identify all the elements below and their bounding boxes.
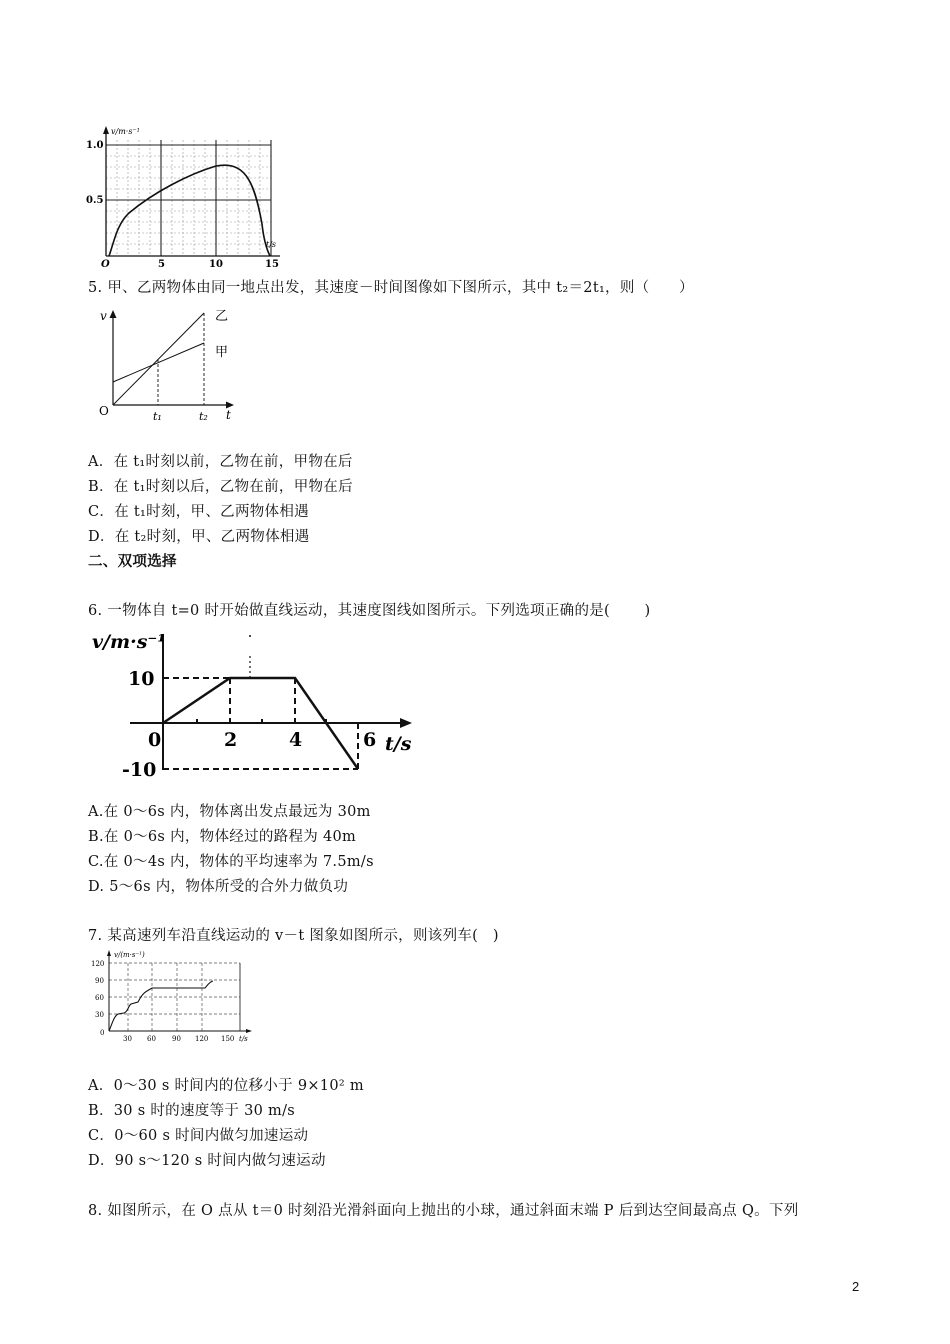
fig6-x2: 2 [224, 729, 238, 751]
line-jia [113, 343, 204, 382]
q5-option-c: C．在 t₁时刻，甲、乙两物体相遇 [88, 504, 309, 520]
figure-q5-vt-graph [96, 302, 246, 428]
q5-option-d: D．在 t₂时刻，甲、乙两物体相遇 [88, 529, 310, 545]
fig5-t: t [226, 408, 231, 422]
fig5-t1: t₁ [153, 410, 162, 423]
fig7-ytick-120: 120 [91, 960, 105, 968]
fig4-xtick-5: 5 [158, 259, 165, 268]
q6-option-c: C.在 0～4s 内，物体的平均速率为 7.5m/s [88, 854, 374, 870]
fig5-o: O [99, 404, 109, 418]
velocity-curve [109, 981, 213, 1031]
fig5-label-jia: 甲 [215, 345, 229, 360]
q7-option-b: B．30 s 时的速度等于 30 m/s [88, 1103, 296, 1119]
fig4-xtick-15: 15 [265, 259, 279, 268]
fig6-xlabel: t/s [385, 733, 412, 755]
q5-stem: 5. 甲、乙两物体由同一地点出发，其速度－时间图像如下图所示，其中 t₂＝2t₁，则（ ） [88, 280, 694, 296]
fig6-x0: 0 [148, 729, 162, 751]
fig7-ytick-30: 30 [95, 1011, 104, 1019]
line-yi [113, 313, 204, 405]
fig4-ytick-1: 1.0 [86, 140, 104, 151]
q7-option-c: C．0～60 s 时间内做匀加速运动 [88, 1128, 309, 1144]
fig4-ytick-0-5: 0.5 [86, 195, 104, 206]
q8-stem: 8. 如图所示，在 O 点从 t＝0 时刻沿光滑斜面向上抛出的小球，通过斜面末端 P 后到达空间最高点 Q。下列 [88, 1203, 799, 1219]
fig4-ylabel: v/m·s⁻¹ [111, 127, 140, 136]
q7-option-d: D．90 s～120 s 时间内做匀速运动 [88, 1153, 326, 1169]
figure-q7-vt-graph [90, 948, 260, 1044]
fig6-x4: 4 [289, 729, 303, 751]
section-heading: 二、双项选择 [88, 554, 177, 570]
q6-stem: 6. 一物体自 t=0 时开始做直线运动，其速度图线如图所示。下列选项正确的是( ) [88, 603, 651, 619]
fig7-ytick-0: 0 [100, 1029, 105, 1037]
fig7-xlabel: t/s [239, 1035, 248, 1043]
page-number: 2 [852, 1279, 860, 1294]
fig7-ytick-60: 60 [95, 994, 104, 1002]
fig7-xtick-90: 90 [172, 1035, 181, 1043]
fig7-ylabel: v/(m·s⁻¹) [114, 951, 145, 959]
q5-option-a: A．在 t₁时刻以前，乙物在前，甲物在后 [88, 454, 353, 470]
q7-stem: 7. 某高速列车沿直线运动的 v－t 图象如图所示，则该列车( ) [88, 928, 499, 944]
q6-option-d: D. 5～6s 内，物体所受的合外力做负功 [88, 879, 349, 895]
figure-q6-vt-graph [90, 622, 420, 782]
q7-option-a: A．0～30 s 时间内的位移小于 9×10² m [88, 1078, 364, 1094]
fig6-y10: 10 [128, 668, 155, 690]
fig5-label-yi: 乙 [215, 309, 229, 324]
fig6-x6: 6 [363, 729, 377, 751]
figure-q4-vt-graph [84, 124, 284, 268]
fig6-ym10: -10 [122, 759, 157, 781]
q6-option-b: B.在 0～6s 内，物体经过的路程为 40m [88, 829, 357, 845]
fig5-v: v [100, 309, 107, 323]
q5-option-b: B．在 t₁时刻以后，乙物在前，甲物在后 [88, 479, 353, 495]
fig4-xtick-10: 10 [209, 259, 223, 268]
fig7-xtick-120: 120 [195, 1035, 209, 1043]
grid [106, 140, 271, 256]
fig6-ylabel: v/m·s⁻¹ [92, 631, 166, 653]
fig7-xtick-60: 60 [147, 1035, 156, 1043]
fig4-xtick-o: O [101, 259, 110, 268]
fig7-xtick-30: 30 [123, 1035, 132, 1043]
fig7-ytick-90: 90 [95, 977, 104, 985]
q6-option-a: A.在 0～6s 内，物体离出发点最远为 30m [88, 804, 371, 820]
fig5-t2: t₂ [199, 410, 208, 423]
fig7-xtick-150: 150 [221, 1035, 235, 1043]
velocity-curve [109, 165, 270, 256]
fig4-xlabel: t/s [266, 240, 277, 249]
